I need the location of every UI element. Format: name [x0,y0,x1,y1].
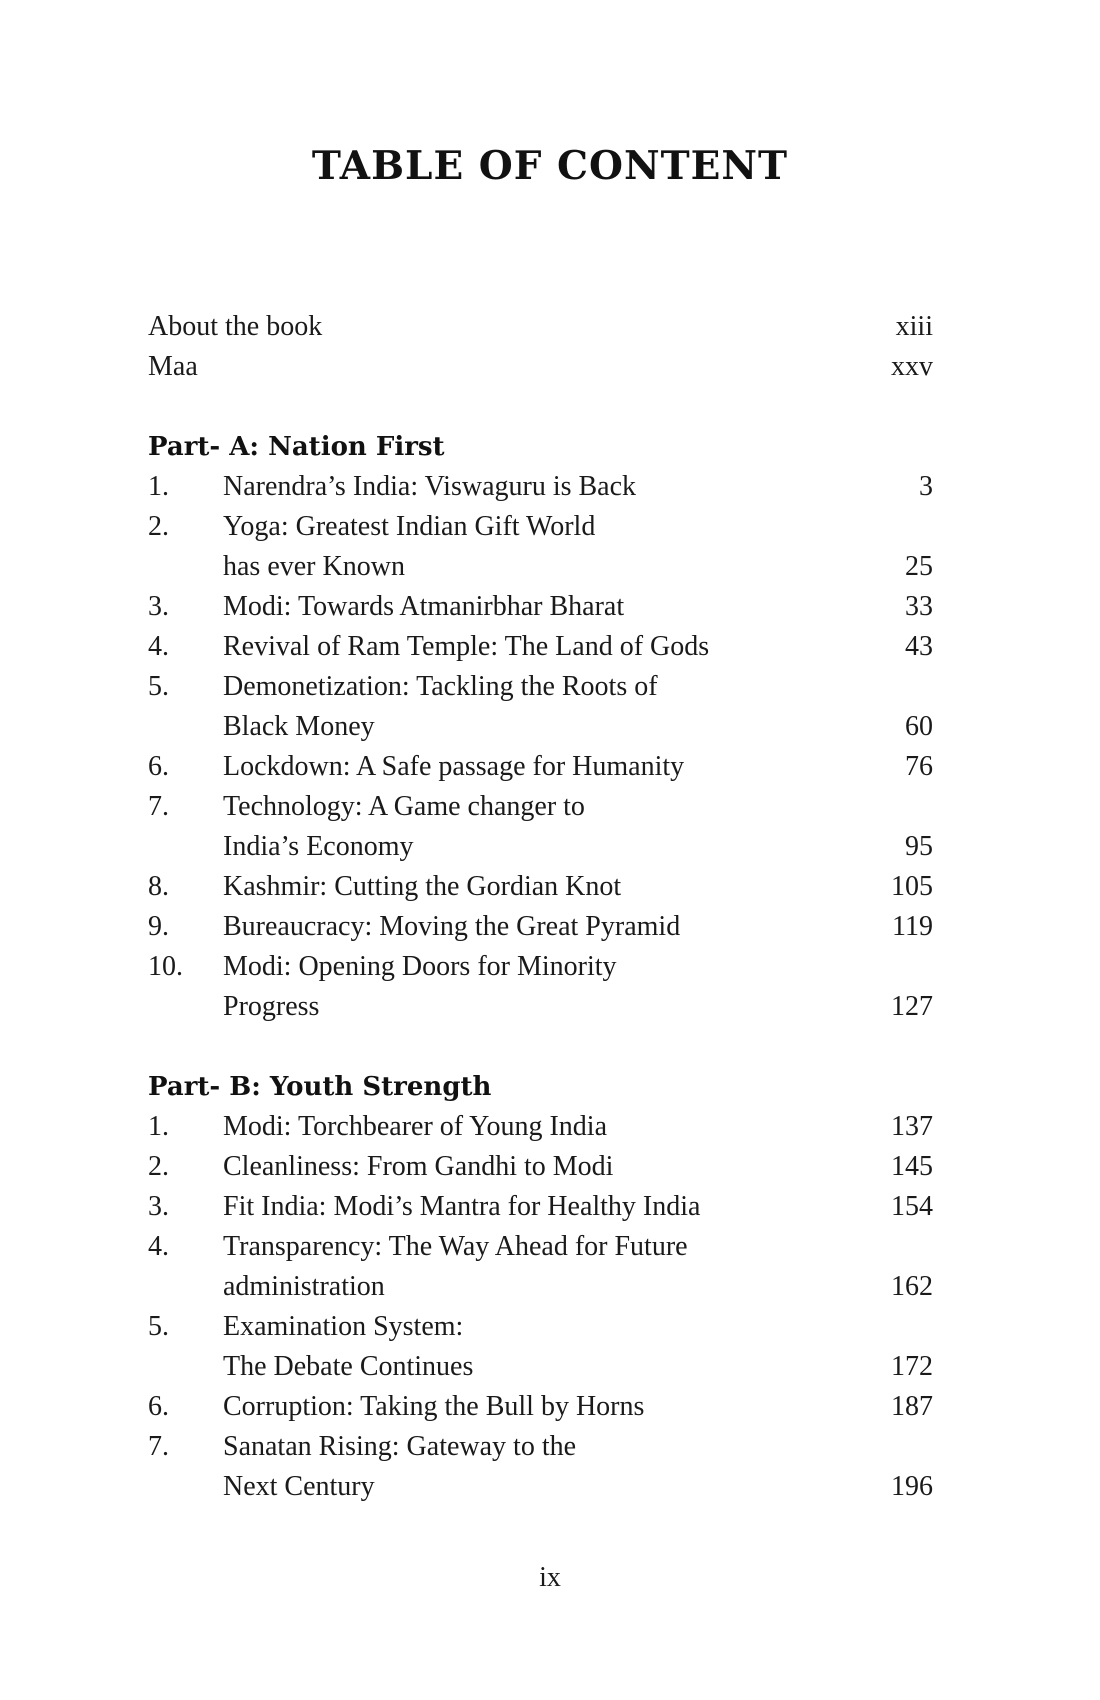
entry-number [148,1267,223,1307]
entry-page-number: 172 [891,1351,933,1382]
entry-page-number: 127 [891,991,933,1022]
entry-number: 3. [148,1191,169,1222]
entry-title: Modi: Torchbearer of Young India [223,1111,608,1142]
entry-page-number [843,1427,933,1467]
entry-number: 10. [148,951,183,982]
entry-title: Black Money [223,711,375,742]
table-of-contents [148,307,933,1507]
section-gap [148,1027,933,1067]
entry-page-number: 145 [891,1151,933,1182]
entry-title: Progress [223,991,320,1022]
toc-entry [148,587,933,627]
entry-page-number: 25 [905,551,933,582]
entry-page-number: 43 [905,631,933,662]
entry-number: 4. [148,631,169,662]
toc-entry [148,1267,933,1307]
entry-page-number [843,947,933,987]
entry-number: 8. [148,871,169,902]
entry-page-number: 154 [891,1191,933,1222]
entry-title: Demonetization: Tackling the Roots of [223,671,658,702]
part-b-heading: Part- B: Youth Strength [148,1072,492,1102]
entry-number [148,987,223,1027]
toc-entry [148,1227,933,1267]
toc-entry [148,627,933,667]
entry-number: 5. [148,671,169,702]
toc-entry [148,1387,933,1427]
toc-entry [148,1147,933,1187]
entry-page-number [843,667,933,707]
entry-title: Narendra’s India: Viswaguru is Back [223,471,637,502]
entry-number: 2. [148,511,169,542]
entry-number [148,547,223,587]
entry-number: 4. [148,1231,169,1262]
entry-title: Technology: A Game changer to [223,791,585,822]
entry-page-number [843,1307,933,1347]
entry-page-number: xiii [895,311,933,342]
entry-page-number: 33 [905,591,933,622]
entry-title: About the book [148,311,323,342]
entry-page-number: 3 [919,471,933,502]
entry-number: 6. [148,1391,169,1422]
entry-title: Modi: Towards Atmanirbhar Bharat [223,591,625,622]
part-a-heading: Part- A: Nation First [148,432,445,462]
entry-number: 1. [148,1111,169,1142]
entry-title: Transparency: The Way Ahead for Future [223,1231,688,1262]
toc-entry [148,1467,933,1507]
part-b-list [148,1107,933,1507]
toc-entry [148,1307,933,1347]
entry-title: Corruption: Taking the Bull by Horns [223,1391,645,1422]
entry-number: 9. [148,911,169,942]
entry-page-number: xxv [891,351,933,382]
front-matter-list [148,307,933,387]
entry-title: Next Century [223,1471,375,1502]
page-title: TABLE OF CONTENT [311,143,789,189]
toc-entry [148,667,933,707]
entry-page-number: 187 [891,1391,933,1422]
entry-page-number [843,787,933,827]
entry-page-number: 162 [891,1271,933,1302]
toc-entry [148,787,933,827]
toc-entry [148,1347,933,1387]
entry-number: 1. [148,471,169,502]
entry-page-number: 95 [905,831,933,862]
toc-entry [148,747,933,787]
entry-title: Revival of Ram Temple: The Land of Gods [223,631,710,662]
entry-page-number: 196 [891,1471,933,1502]
entry-title: Fit India: Modi’s Mantra for Healthy India [223,1191,701,1222]
entry-title: Lockdown: A Safe passage for Humanity [223,751,685,782]
toc-entry [148,1427,933,1467]
entry-number: 6. [148,751,169,782]
front-matter-item [148,307,933,347]
toc-entry [148,507,933,547]
entry-number: 5. [148,1311,169,1342]
entry-page-number: 119 [892,911,933,942]
toc-entry [148,827,933,867]
entry-page-number [843,507,933,547]
toc-entry [148,547,933,587]
entry-number [148,707,223,747]
entry-page-number [843,1227,933,1267]
toc-entry [148,1187,933,1227]
entry-number [148,1467,223,1507]
entry-page-number: 137 [891,1111,933,1142]
entry-title: Bureaucracy: Moving the Great Pyramid [223,911,681,942]
toc-entry [148,707,933,747]
entry-title: The Debate Continues [223,1351,474,1382]
entry-title: Modi: Opening Doors for Minority [223,951,617,982]
entry-number [148,827,223,867]
entry-page-number: 60 [905,711,933,742]
page-number: ix [539,1562,561,1593]
entry-title: India’s Economy [223,831,414,862]
entry-title: Yoga: Greatest Indian Gift World [223,511,596,542]
entry-number: 7. [148,791,169,822]
toc-entry [148,987,933,1027]
entry-title: Examination System: [223,1311,464,1342]
toc-entry [148,1107,933,1147]
front-matter-item [148,347,933,387]
toc-entry [148,867,933,907]
entry-title: Cleanliness: From Gandhi to Modi [223,1151,614,1182]
toc-entry [148,907,933,947]
toc-entry [148,947,933,987]
entry-page-number: 105 [891,871,933,902]
entry-number: 3. [148,591,169,622]
entry-title: Maa [148,351,198,382]
entry-title: Sanatan Rising: Gateway to the [223,1431,577,1462]
entry-number: 7. [148,1431,169,1462]
toc-entry [148,467,933,507]
entry-title: has ever Known [223,551,405,582]
part-a-list [148,467,933,1027]
entry-title: Kashmir: Cutting the Gordian Knot [223,871,622,902]
entry-number: 2. [148,1151,169,1182]
entry-title: administration [223,1271,385,1302]
section-gap [148,387,933,427]
entry-page-number: 76 [905,751,933,782]
entry-number [148,1347,223,1387]
